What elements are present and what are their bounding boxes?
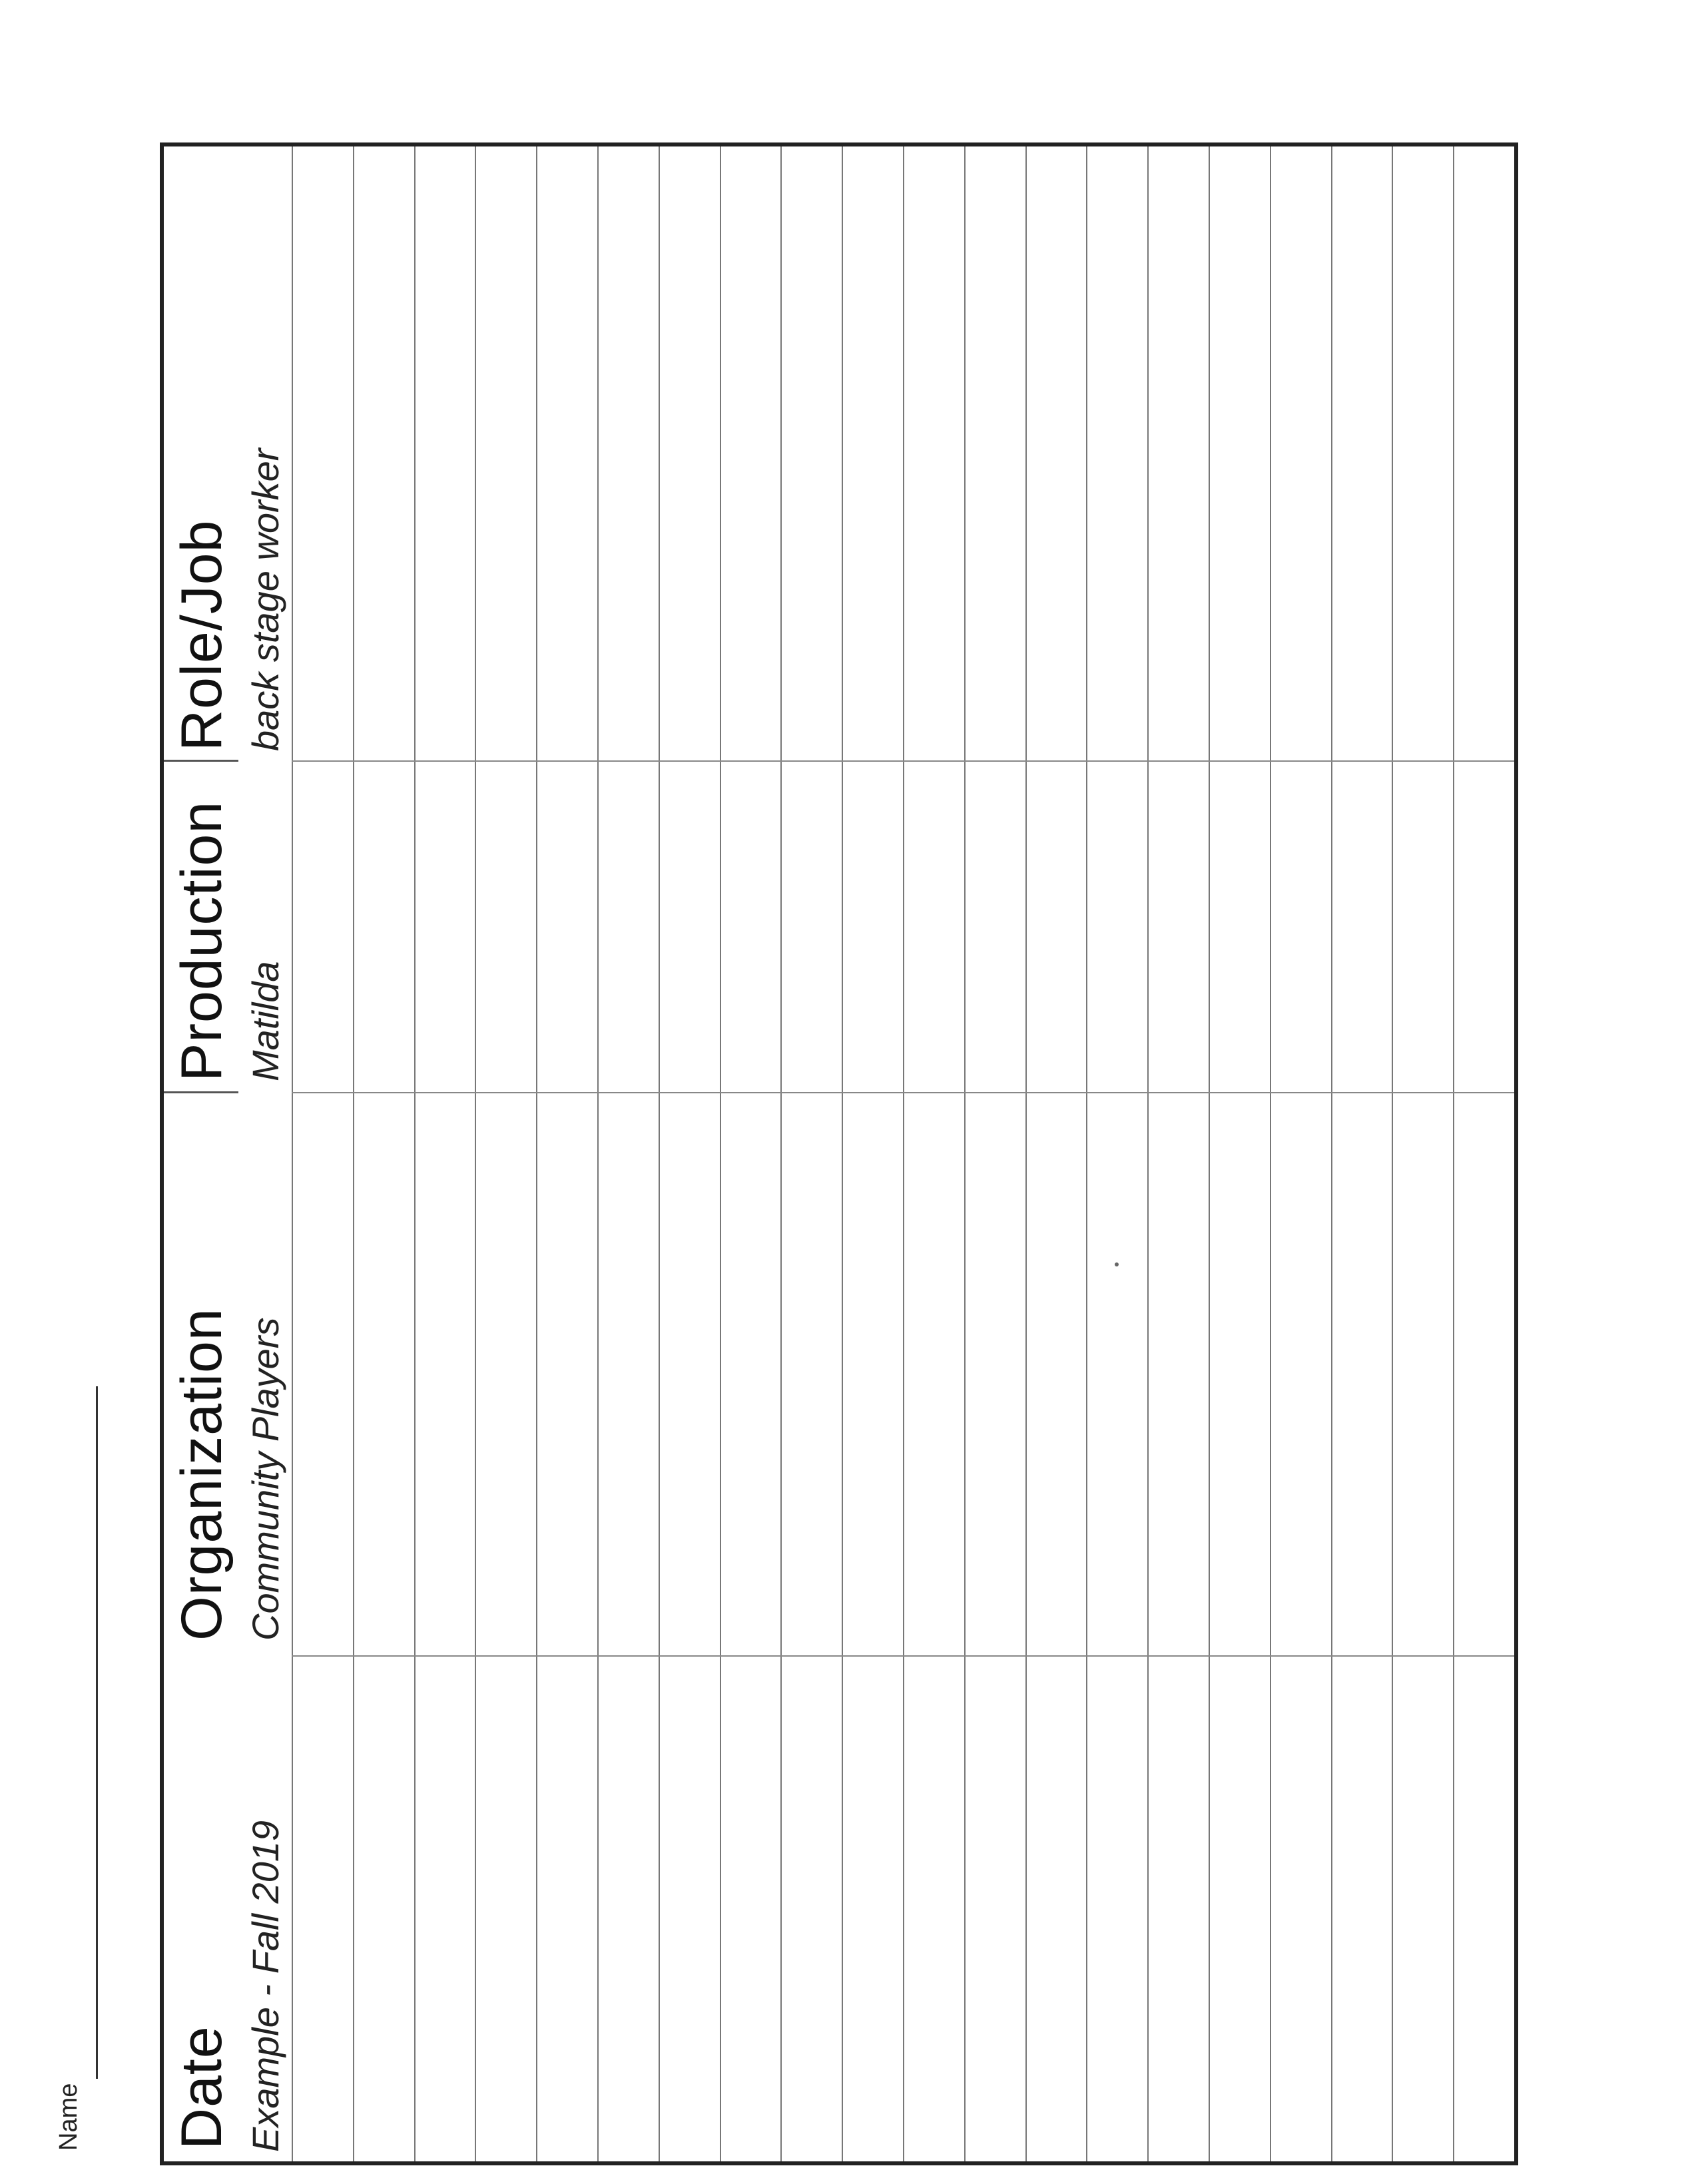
row-divider <box>414 146 416 2161</box>
row-divider <box>292 146 293 2161</box>
row-divider <box>1209 146 1210 2161</box>
example-production: Matilda <box>244 961 286 1081</box>
log-table <box>160 142 1518 2165</box>
column-divider <box>292 1092 1514 1093</box>
row-divider <box>1086 146 1087 2161</box>
row-divider <box>842 146 843 2161</box>
row-divider <box>597 146 599 2161</box>
row-divider <box>659 146 660 2161</box>
header-date: Date <box>170 2026 234 2149</box>
row-divider <box>353 146 354 2161</box>
example-organization: Community Players <box>244 1317 286 1641</box>
row-divider <box>1331 146 1332 2161</box>
header-role: Role/Job <box>170 519 234 751</box>
row-divider <box>903 146 904 2161</box>
header-organization: Organization <box>170 1308 234 1641</box>
scan-speck <box>1115 1262 1119 1266</box>
row-divider <box>475 146 476 2161</box>
row-divider <box>964 146 966 2161</box>
column-divider <box>292 1655 1514 1657</box>
example-date: Example - Fall 2019 <box>244 1820 286 2152</box>
name-label: Name <box>55 2083 83 2151</box>
header-production: Production <box>170 800 234 1081</box>
row-divider <box>1025 146 1027 2161</box>
row-divider <box>1392 146 1393 2161</box>
name-input-line[interactable] <box>96 1386 98 2079</box>
row-divider <box>780 146 782 2161</box>
header-separator <box>164 1091 238 1093</box>
row-divider <box>1147 146 1149 2161</box>
row-divider <box>536 146 537 2161</box>
example-role: back stage worker <box>244 448 286 751</box>
column-divider <box>292 760 1514 762</box>
row-divider <box>1270 146 1271 2161</box>
row-divider <box>1453 146 1454 2161</box>
row-divider <box>720 146 721 2161</box>
header-separator <box>164 760 238 762</box>
